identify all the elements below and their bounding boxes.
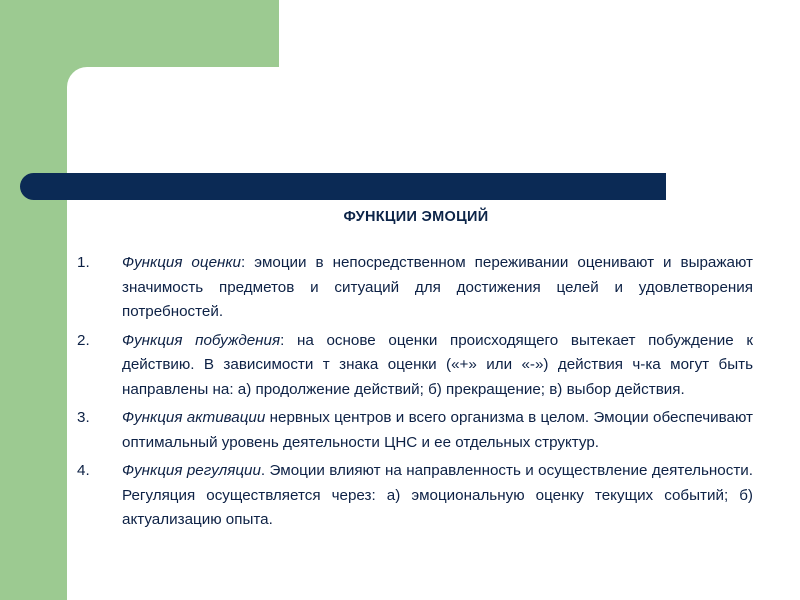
slide-heading: ФУНКЦИИ ЭМОЦИЙ [343,209,489,225]
function-term: Функция регуляции [122,462,261,479]
function-item-evaluation [77,251,753,325]
function-term: Функция оценки [122,254,241,271]
item-number: 3. [77,409,90,426]
function-item-activation [77,406,753,455]
item-number: 1. [77,254,90,271]
function-item-motivation [77,329,753,403]
function-description: : эмоции в непосредственном переживании оценивают и выражают значимость предметов и ситуаций для достижения целей и удовлетворения потребностей. [122,254,753,320]
function-item-regulation [77,459,753,533]
item-number: 2. [77,331,90,349]
title-bar [20,173,666,200]
functions-list [77,251,753,537]
function-term: Функция активации [122,409,266,426]
function-term: Функция побуждения [122,331,281,349]
item-number: 4. [77,462,90,479]
function-description: . Эмоции влияют на направленность и осуществление деятельности. Регуляция осуществляется через: а) эмоциональную оценку текущих событий; б) актуализацию опыта. [122,462,753,528]
function-description: : на основе оценки происходящего вытекает побуждение к действию. В зависимости т знака оценки («+» или «-») действия ч-ка могут быть направлены на: а) продолжение действий; б) прекращение; в) выбор действия. [122,331,753,398]
function-description: нервных центров и всего организма в целом. Эмоции обеспечивают оптимальный уровень деятельности ЦНС и ее отдельных структур. [122,409,753,451]
